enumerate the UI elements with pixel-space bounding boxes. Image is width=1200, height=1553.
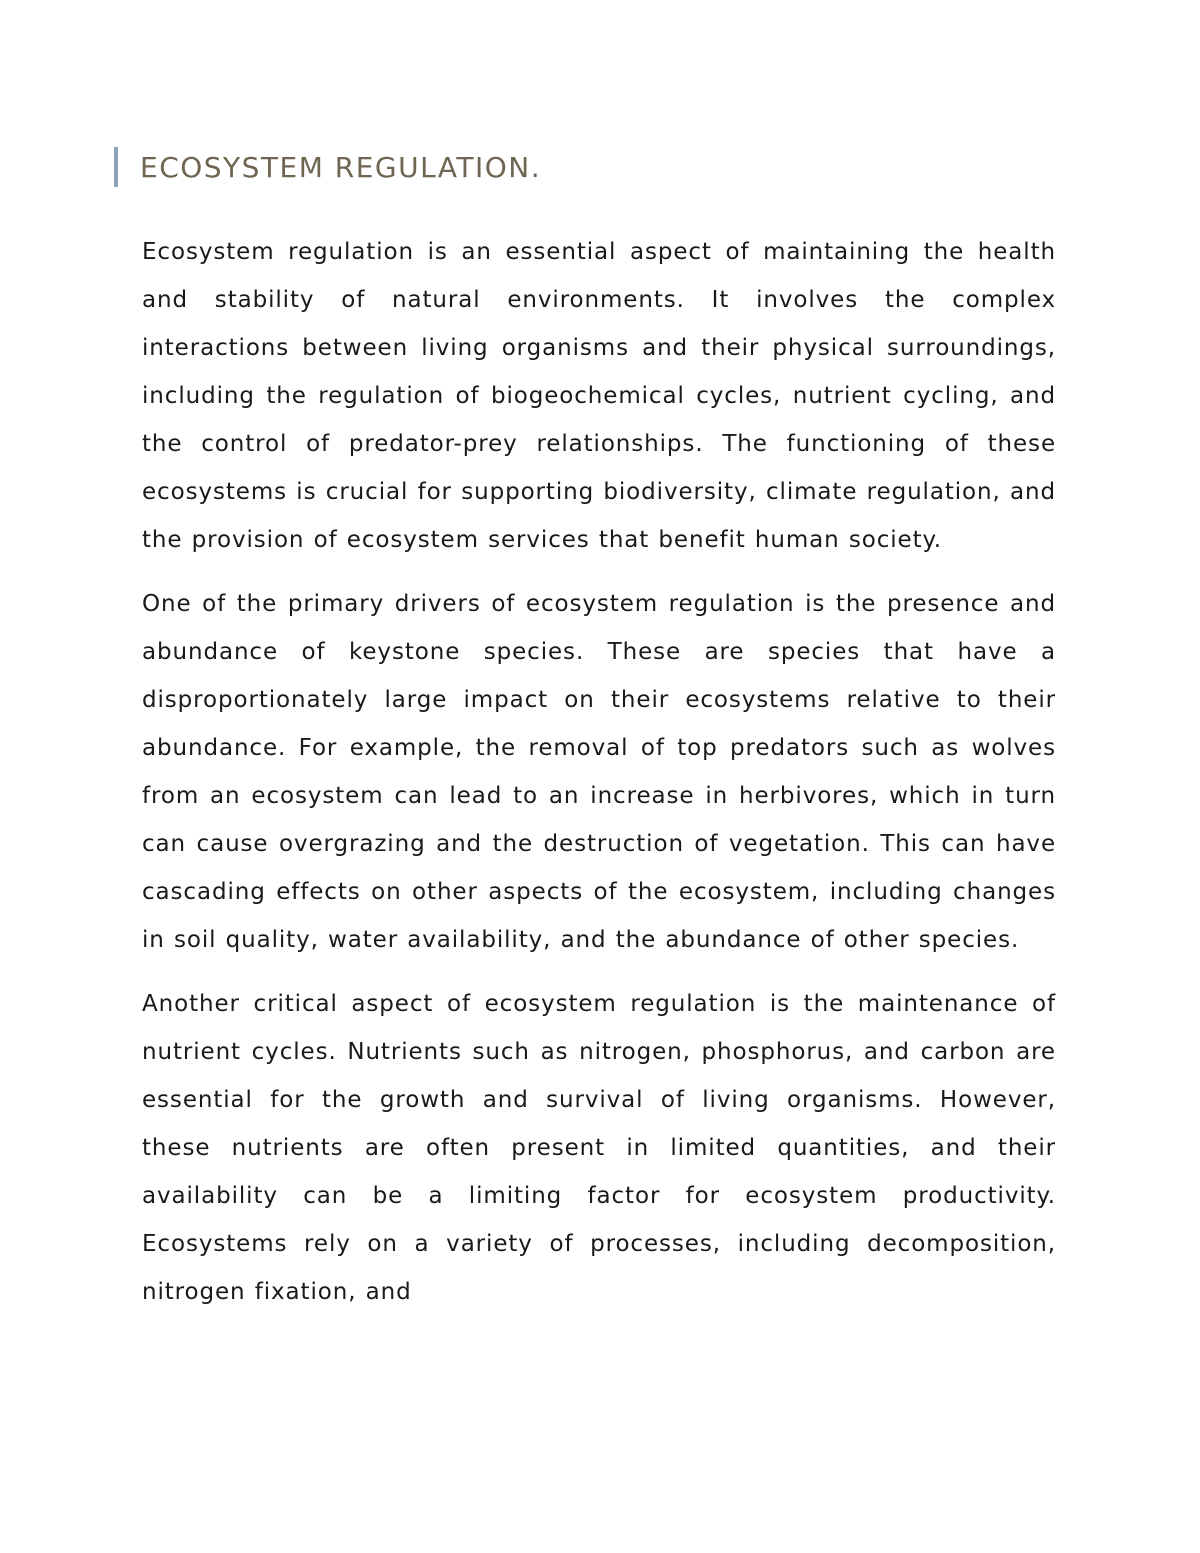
section-heading [114,147,541,187]
paragraph-2: One of the primary drivers of ecosystem regulation is the presence and abundance of keystone species. These are species that have a disproportionately large impact on their ecosystems relative to their abundance. For example, the removal of top predators such as wolves from an ecosystem can lead to an increase in herbivores, which in turn can cause overgrazing and the destruction of vegetation. This can have cascading effects on other aspects of the ecosystem, including changes in soil quality, water availability, and the abundance of other species. [142,591,1056,953]
paragraph-3: Another critical aspect of ecosystem regulation is the maintenance of nutrient cycles. Nutrients such as nitrogen, phosphorus, and carbon are essential for the growth and survival of living organisms. However, these nutrients are often present in limited quantities, and their availability can be a limiting factor for ecosystem productivity. Ecosystems rely on a variety of processes, including decomposition, nitrogen fixation, and [142,991,1056,1305]
document-body [142,228,1056,1332]
heading-accent-bar [114,147,118,187]
heading-title: ECOSYSTEM REGULATION. [140,150,542,184]
paragraph-1: Ecosystem regulation is an essential aspect of maintaining the health and stability of natural environments. It involves the complex interactions between living organisms and their physical surroundings, including the regulation of biogeochemical cycles, nutrient cycling, and the control of predator-prey relationships. The functioning of these ecosystems is crucial for supporting biodiversity, climate regulation, and the provision of ecosystem services that benefit human society. [142,239,1056,553]
